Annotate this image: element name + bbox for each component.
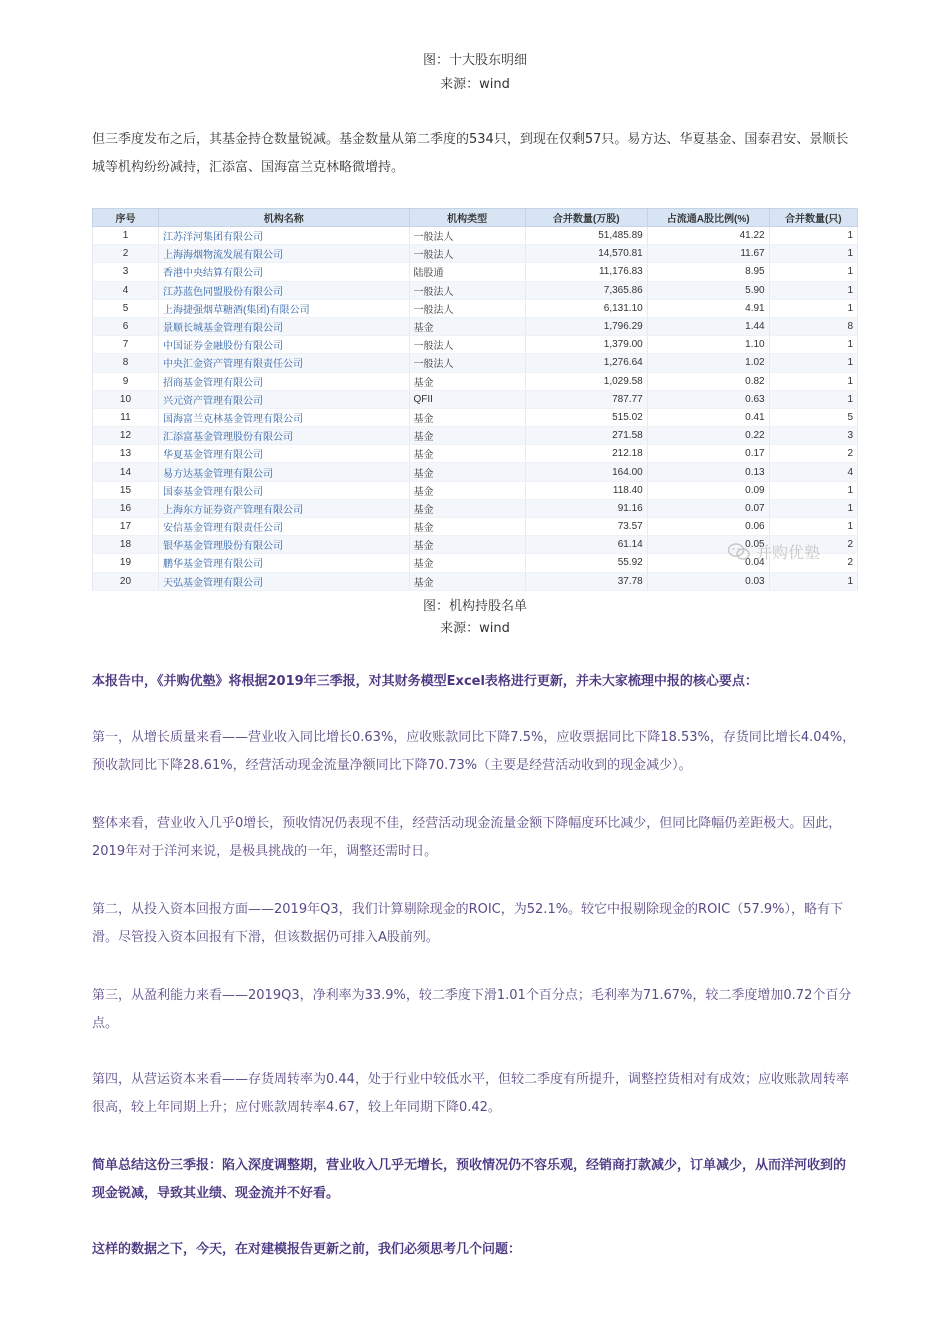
count-value: 2 xyxy=(769,554,857,572)
table-header-row xyxy=(93,209,858,227)
ratio-value: 0.03 xyxy=(647,572,769,590)
table-row xyxy=(93,263,858,281)
count-value: 1 xyxy=(769,299,857,317)
institution-name[interactable]: 天弘基金管理有限公司 xyxy=(158,572,409,590)
table-row xyxy=(93,518,858,536)
row-index: 3 xyxy=(93,263,159,281)
shares-value: 1,796.29 xyxy=(525,317,647,335)
ratio-value: 0.07 xyxy=(647,499,769,517)
figure-caption-top: 图：十大股东明细 xyxy=(422,53,527,68)
institution-name[interactable]: 上海东方证券资产管理有限公司 xyxy=(158,499,409,517)
row-index: 7 xyxy=(93,336,159,354)
row-index: 8 xyxy=(93,354,159,372)
institution-name[interactable]: 国泰基金管理有限公司 xyxy=(158,481,409,499)
watermark-text: 并购优塾 xyxy=(756,543,821,562)
row-index: 5 xyxy=(93,299,159,317)
shares-value: 61.14 xyxy=(525,536,647,554)
table-row xyxy=(93,317,858,335)
col-header-type: 机构类型 xyxy=(409,209,525,227)
institution-type: 一般法人 xyxy=(409,354,525,372)
table-row xyxy=(93,463,858,481)
institution-type: 陆股通 xyxy=(409,263,525,281)
institution-type: 一般法人 xyxy=(409,245,525,263)
row-index: 6 xyxy=(93,317,159,335)
count-value: 2 xyxy=(769,536,857,554)
point-three-paragraph: 第三，从盈利能力来看——2019Q3，净利率为33.9%，较二季度下滑1.01个百分点；毛利率为71.67%，较二季度增加0.72个百分点。 xyxy=(92,988,852,1031)
institution-name[interactable]: 中国证券金融股份有限公司 xyxy=(158,336,409,354)
institution-type: 基金 xyxy=(409,572,525,590)
shares-value: 787.77 xyxy=(525,390,647,408)
institution-name[interactable]: 鹏华基金管理有限公司 xyxy=(158,554,409,572)
row-index: 15 xyxy=(93,481,159,499)
summary-paragraph: 整体来看，营业收入几乎0增长，预收情况仍表现不佳，经营活动现金流量金额下降幅度环比减少，但同比降幅仍差距极大。因此，2019年对于洋河来说，是极具挑战的一年，调整还需时日。 xyxy=(92,816,842,859)
wechat-icon xyxy=(728,543,750,561)
institution-type: 基金 xyxy=(409,372,525,390)
count-value: 8 xyxy=(769,317,857,335)
institution-type: 基金 xyxy=(409,317,525,335)
figure-caption-table: 图：机构持股名单 xyxy=(422,599,527,614)
table-row xyxy=(93,499,858,517)
point-two-paragraph: 第二，从投入资本回报方面——2019年Q3，我们计算剔除现金的ROIC，为52.1%。较它中报剔除现金的ROIC（57.9%），略有下滑。尽管投入资本回报有下滑，但该数据仍可排入A股前列。 xyxy=(92,902,844,945)
table-row xyxy=(93,354,858,372)
questions-paragraph: 这样的数据之下，今天，在对建模报告更新之前，我们必须思考几个问题： xyxy=(92,1242,522,1257)
row-index: 12 xyxy=(93,427,159,445)
count-value: 1 xyxy=(769,227,857,245)
institution-type: 基金 xyxy=(409,518,525,536)
count-value: 4 xyxy=(769,463,857,481)
institution-type: 基金 xyxy=(409,445,525,463)
report-intro-paragraph: 本报告中，《并购优塾》将根据2019年三季报，对其财务模型Excel表格进行更新，并未大家梳理中报的核心要点： xyxy=(92,674,758,689)
row-index: 16 xyxy=(93,499,159,517)
shares-value: 91.16 xyxy=(525,499,647,517)
row-index: 9 xyxy=(93,372,159,390)
row-index: 10 xyxy=(93,390,159,408)
table-row xyxy=(93,281,858,299)
shares-value: 7,365.86 xyxy=(525,281,647,299)
count-value: 1 xyxy=(769,572,857,590)
institution-type: 一般法人 xyxy=(409,281,525,299)
watermark xyxy=(728,540,820,563)
institution-name[interactable]: 江苏蓝色同盟股份有限公司 xyxy=(158,281,409,299)
institution-name[interactable]: 安信基金管理有限责任公司 xyxy=(158,518,409,536)
ratio-value: 0.05 xyxy=(647,536,769,554)
shares-value: 14,570.81 xyxy=(525,245,647,263)
institution-name[interactable]: 上海捷强烟草糖酒(集团)有限公司 xyxy=(158,299,409,317)
shares-value: 11,176.83 xyxy=(525,263,647,281)
institution-name[interactable]: 国海富兰克林基金管理有限公司 xyxy=(158,408,409,426)
table-row xyxy=(93,372,858,390)
institution-type: QFII xyxy=(409,390,525,408)
table-row xyxy=(93,427,858,445)
shares-value: 515.02 xyxy=(525,408,647,426)
institution-type: 基金 xyxy=(409,427,525,445)
ratio-value: 0.04 xyxy=(647,554,769,572)
count-value: 1 xyxy=(769,245,857,263)
institution-type: 一般法人 xyxy=(409,227,525,245)
table-row xyxy=(93,572,858,590)
ratio-value: 1.10 xyxy=(647,336,769,354)
ratio-value: 1.44 xyxy=(647,317,769,335)
col-header-name: 机构名称 xyxy=(158,209,409,227)
count-value: 5 xyxy=(769,408,857,426)
institution-name[interactable]: 招商基金管理有限公司 xyxy=(158,372,409,390)
institution-name[interactable]: 景顺长城基金管理有限公司 xyxy=(158,317,409,335)
row-index: 2 xyxy=(93,245,159,263)
institution-name[interactable]: 汇添富基金管理股份有限公司 xyxy=(158,427,409,445)
ratio-value: 5.90 xyxy=(647,281,769,299)
institution-name[interactable]: 兴元资产管理有限公司 xyxy=(158,390,409,408)
institution-name[interactable]: 上海海烟物流发展有限公司 xyxy=(158,245,409,263)
ratio-value: 8.95 xyxy=(647,263,769,281)
shares-value: 271.58 xyxy=(525,427,647,445)
row-index: 13 xyxy=(93,445,159,463)
count-value: 2 xyxy=(769,445,857,463)
shares-value: 164.00 xyxy=(525,463,647,481)
row-index: 14 xyxy=(93,463,159,481)
conclusion-paragraph: 简单总结这份三季报：陷入深度调整期，营业收入几乎无增长，预收情况仍不容乐观，经销商打款减少，订单减少，从而洋河收到的现金锐减，导致其业绩、现金流并不好看。 xyxy=(92,1158,847,1201)
ratio-value: 0.22 xyxy=(647,427,769,445)
shares-value: 51,485.89 xyxy=(525,227,647,245)
ratio-value: 0.13 xyxy=(647,463,769,481)
count-value: 1 xyxy=(769,281,857,299)
col-header-shares: 合并数量(万股) xyxy=(525,209,647,227)
shares-value: 6,131.10 xyxy=(525,299,647,317)
table-row xyxy=(93,445,858,463)
row-index: 1 xyxy=(93,227,159,245)
institution-type: 基金 xyxy=(409,554,525,572)
institution-type: 基金 xyxy=(409,499,525,517)
row-index: 19 xyxy=(93,554,159,572)
row-index: 17 xyxy=(93,518,159,536)
table-row xyxy=(93,481,858,499)
table-row xyxy=(93,336,858,354)
count-value: 1 xyxy=(769,518,857,536)
shares-value: 1,379.00 xyxy=(525,336,647,354)
count-value: 1 xyxy=(769,499,857,517)
ratio-value: 11.67 xyxy=(647,245,769,263)
ratio-value: 0.17 xyxy=(647,445,769,463)
institution-type: 基金 xyxy=(409,408,525,426)
shares-value: 118.40 xyxy=(525,481,647,499)
shares-value: 1,029.58 xyxy=(525,372,647,390)
institution-type: 一般法人 xyxy=(409,299,525,317)
count-value: 3 xyxy=(769,427,857,445)
count-value: 1 xyxy=(769,390,857,408)
intro-paragraph: 但三季度发布之后，其基金持仓数量锐减。基金数量从第二季度的534只，到现在仅剩57只。易方达、华夏基金、国泰君安、景顺长城等机构纷纷减持，汇添富、国海富兰克林略微增持。 xyxy=(92,132,849,175)
institution-holdings-table xyxy=(92,208,858,591)
count-value: 1 xyxy=(769,263,857,281)
ratio-value: 0.82 xyxy=(647,372,769,390)
shares-value: 73.57 xyxy=(525,518,647,536)
institution-name[interactable]: 中央汇金资产管理有限责任公司 xyxy=(158,354,409,372)
institution-type: 基金 xyxy=(409,463,525,481)
point-four-paragraph: 第四，从营运资本来看——存货周转率为0.44，处于行业中较低水平，但较二季度有所提升，调整控货相对有成效；应收账款周转率很高，较上年同期上升；应付账款周转率4.67，较上年同期下降0.42。 xyxy=(92,1072,849,1115)
count-value: 1 xyxy=(769,372,857,390)
ratio-value: 0.06 xyxy=(647,518,769,536)
row-index: 11 xyxy=(93,408,159,426)
col-header-index: 序号 xyxy=(93,209,159,227)
count-value: 1 xyxy=(769,481,857,499)
ratio-value: 0.63 xyxy=(647,390,769,408)
row-index: 18 xyxy=(93,536,159,554)
figure-source-top: 来源：wind xyxy=(440,77,510,92)
institution-name[interactable]: 易方达基金管理有限公司 xyxy=(158,463,409,481)
ratio-value: 0.09 xyxy=(647,481,769,499)
shares-value: 55.92 xyxy=(525,554,647,572)
shares-value: 37.78 xyxy=(525,572,647,590)
institution-type: 一般法人 xyxy=(409,336,525,354)
ratio-value: 0.41 xyxy=(647,408,769,426)
table-row xyxy=(93,227,858,245)
institution-name[interactable]: 香港中央结算有限公司 xyxy=(158,263,409,281)
figure-source-table: 来源：wind xyxy=(440,621,510,636)
ratio-value: 41.22 xyxy=(647,227,769,245)
institution-name[interactable]: 华夏基金管理有限公司 xyxy=(158,445,409,463)
institution-type: 基金 xyxy=(409,536,525,554)
table-row xyxy=(93,390,858,408)
col-header-count: 合并数量(只) xyxy=(769,209,857,227)
shares-value: 212.18 xyxy=(525,445,647,463)
row-index: 20 xyxy=(93,572,159,590)
ratio-value: 1.02 xyxy=(647,354,769,372)
table-row xyxy=(93,299,858,317)
table-row xyxy=(93,408,858,426)
count-value: 1 xyxy=(769,336,857,354)
shares-value: 1,276.64 xyxy=(525,354,647,372)
col-header-ratio: 占流通A股比例(%) xyxy=(647,209,769,227)
point-one-paragraph: 第一，从增长质量来看——营业收入同比增长0.63%，应收账款同比下降7.5%，应收票据同比下降18.53%，存货同比增长4.04%，预收款同比下降28.61%，经营活动现金流量净额同比下降70.73%（主要是经营活动收到的现金减少）。 xyxy=(92,730,856,773)
table-row xyxy=(93,245,858,263)
ratio-value: 4.91 xyxy=(647,299,769,317)
institution-name[interactable]: 江苏洋河集团有限公司 xyxy=(158,227,409,245)
row-index: 4 xyxy=(93,281,159,299)
institution-type: 基金 xyxy=(409,481,525,499)
count-value: 1 xyxy=(769,354,857,372)
institution-name[interactable]: 银华基金管理股份有限公司 xyxy=(158,536,409,554)
